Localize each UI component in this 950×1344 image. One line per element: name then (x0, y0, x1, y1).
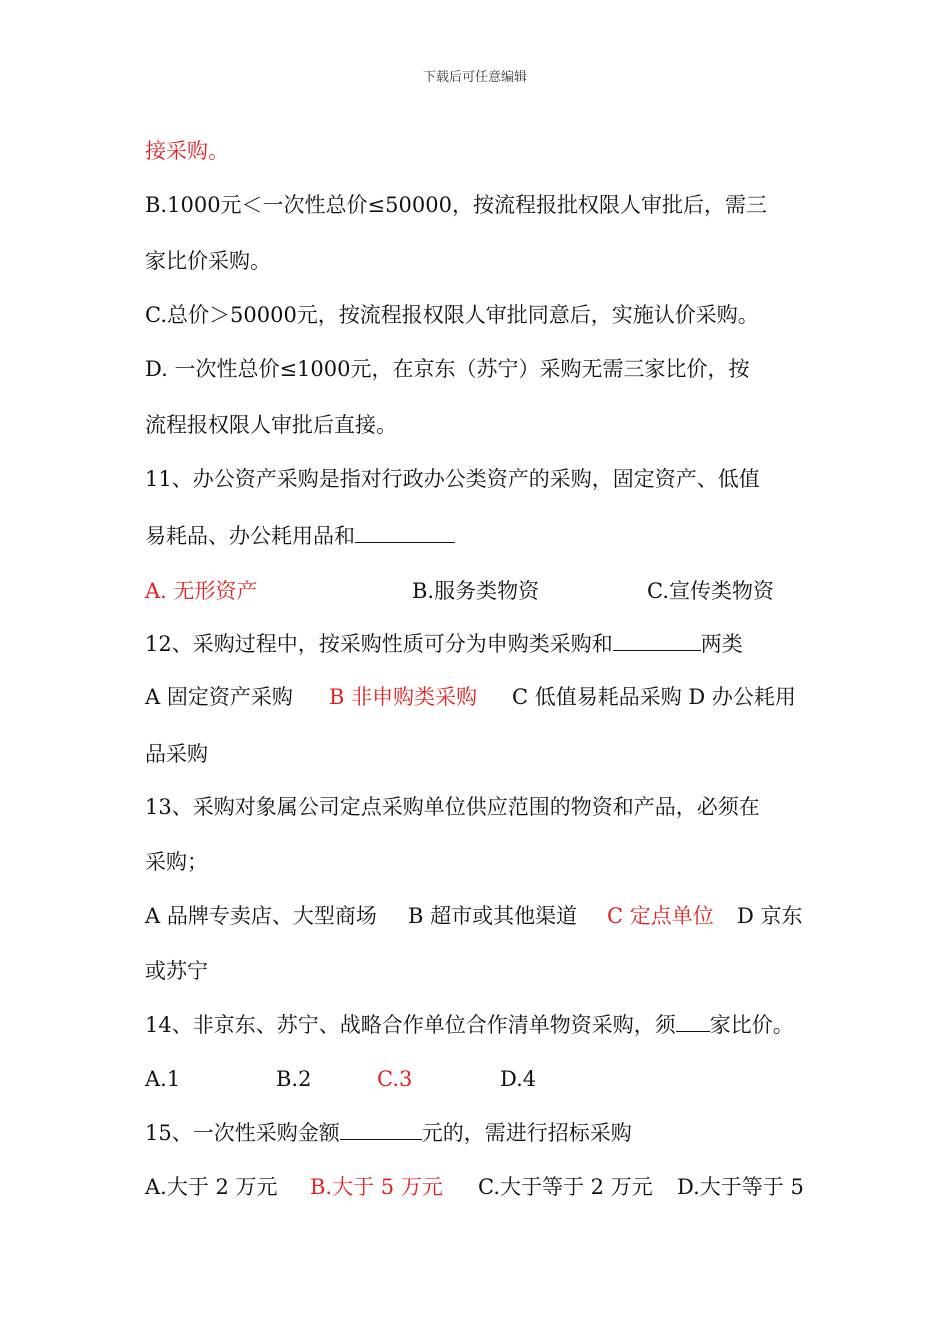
question-15 (145, 1119, 632, 1147)
text-line: D. 一次性总价≤1000元，在京东（苏宁）采购无需三家比价，按 (145, 357, 750, 381)
question-text: 15、一次性采购金额 (145, 1121, 340, 1145)
option-b: B 超市或其他渠道 (408, 904, 578, 928)
option-a: A 品牌专卖店、大型商场 (145, 904, 377, 928)
option-b: B.服务类物资 (412, 579, 540, 603)
option-c: C 定点单位 (607, 904, 714, 928)
option-a: A. 无形资产 (145, 579, 258, 603)
option-b: B.2 (276, 1067, 312, 1091)
option-a: A 固定资产采购 (145, 685, 293, 709)
option-a: A.1 (145, 1067, 181, 1091)
question-11-cont (145, 522, 455, 550)
option-c: C.大于等于 2 万元 (478, 1175, 653, 1199)
option-d: D 京东 (737, 904, 803, 928)
question-text: 12、采购过程中，按采购性质可分为申购类采购和 (145, 632, 613, 656)
answer-blank (613, 630, 701, 651)
page-header: 下载后可任意编辑 (422, 70, 527, 85)
option-c: C.3 (377, 1067, 413, 1091)
answer-blank (340, 1119, 422, 1140)
text-line: B.1000元＜一次性总价≤50000，按流程报批权限人审批后，需三 (145, 193, 767, 217)
answer-blank (676, 1011, 710, 1032)
question-11: 11、办公资产采购是指对行政办公类资产的采购，固定资产、低值 (145, 467, 760, 491)
option-d: D.大于等于 5 (677, 1175, 804, 1199)
question-text: 14、非京东、苏宁、战略合作单位合作清单物资采购，须 (145, 1013, 676, 1037)
question-13-cont: 采购； (145, 850, 208, 874)
option-cont: 或苏宁 (145, 959, 208, 983)
text-line: 流程报权限人审批后直接。 (145, 413, 397, 437)
question-text: 易耗品、办公耗用品和 (145, 524, 355, 548)
question-text-end: 元的，需进行招标采购 (421, 1121, 632, 1145)
option-cd: C 低值易耗品采购 D 办公耗用 (512, 685, 796, 709)
option-cont: 品采购 (145, 742, 208, 766)
option-b: B 非申购类采购 (329, 685, 478, 709)
question-14 (145, 1011, 794, 1039)
question-13: 13、采购对象属公司定点采购单位供应范围的物资和产品，必须在 (145, 795, 760, 819)
question-12 (145, 630, 743, 658)
question-text-end: 两类 (700, 632, 743, 656)
text-line: 接采购。 (145, 139, 229, 163)
text-line: C.总价＞50000元，按流程报权限人审批同意后，实施认价采购。 (145, 303, 759, 327)
option-c: C.宣传类物资 (647, 579, 774, 603)
option-a: A.大于 2 万元 (145, 1175, 278, 1199)
text-line: 家比价采购。 (145, 249, 271, 273)
answer-blank (355, 522, 455, 543)
option-b: B.大于 5 万元 (310, 1175, 443, 1199)
question-text-end: 家比价。 (709, 1013, 794, 1037)
option-d: D.4 (500, 1067, 537, 1091)
